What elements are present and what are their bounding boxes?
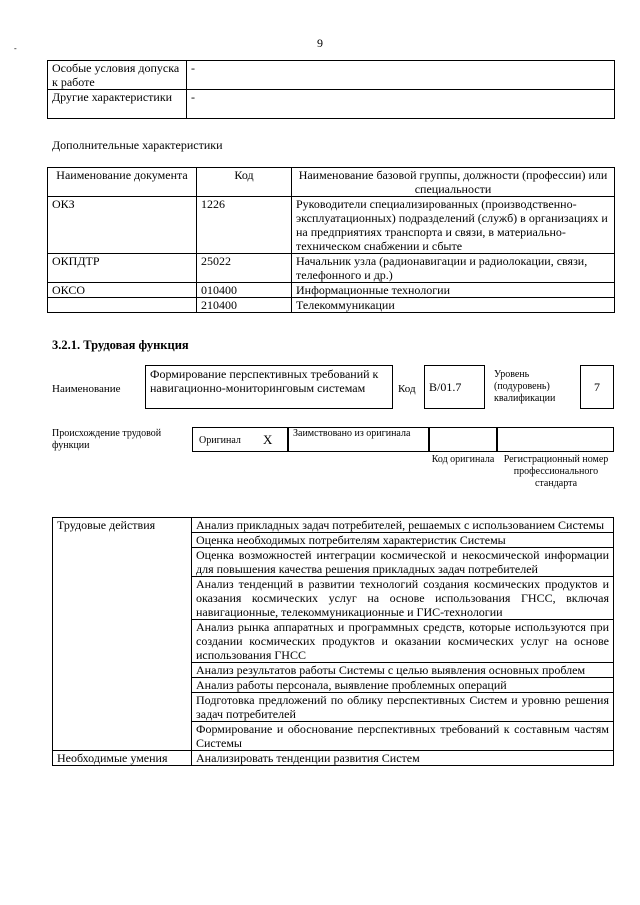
column-header: Код [197, 168, 292, 197]
conditions-value: - [187, 61, 615, 90]
origin-label: Происхождение трудовой функции [52, 428, 162, 451]
additional-title: Дополнительные характеристики [52, 138, 223, 152]
table-row [48, 61, 615, 90]
skill-item: Анализировать тенденции развития Систем [192, 751, 614, 766]
table-row [48, 283, 615, 298]
doc-cell [48, 298, 197, 313]
table-header-row [48, 168, 615, 197]
code-cell: 25022 [197, 254, 292, 283]
action-item: Формирование и обоснование перспективных требований к составным частям Системы [192, 722, 614, 751]
table-row [53, 518, 614, 533]
original-cell [192, 427, 288, 452]
name-cell: Руководители специализированных (производственно-эксплуатационных) подразделений (служб) в организациях и на предприятиях транспорта и связи, в материально-техническом снабжении и сбыте [292, 197, 615, 254]
action-item: Анализ рынка аппаратных и программных средств, которые используются при создании космических продуктов и оказании космических услуг на основе использования ГНСС [192, 620, 614, 663]
reg-number-label: Регистрационный номер профессионального стандарта [503, 454, 609, 489]
code-original-box [429, 427, 497, 452]
reg-number-box [497, 427, 614, 452]
action-item: Анализ прикладных задач потребителей, решаемых с использованием Системы [192, 518, 614, 533]
column-header: Наименование документа [48, 168, 197, 197]
function-name-value: Формирование перспективных требований к навигационно-мониторинговым системам [145, 365, 393, 409]
table-row [53, 751, 614, 766]
action-item: Оценка возможностей интеграции космической и некосмической информации для повышения качества решения прикладных задач потребителей [192, 548, 614, 577]
level-label: Уровень (подуровень) квалификации [494, 369, 556, 404]
name-cell: Информационные технологии [292, 283, 615, 298]
table-row [48, 197, 615, 254]
doc-cell: ОКСО [48, 283, 197, 298]
level-value: 7 [580, 365, 614, 409]
column-header: Наименование базовой группы, должности (профессии) или специальности [292, 168, 615, 197]
conditions-label: Особые условия допуска к работе [48, 61, 187, 90]
code-label: Код [398, 383, 416, 395]
table-row [48, 298, 615, 313]
borrowed-label: Заимствовано из оригинала [288, 427, 429, 452]
code-cell: 010400 [197, 283, 292, 298]
name-label: Наименование [52, 383, 121, 395]
action-item: Подготовка предложений по облику перспективных Систем и уровню решения задач потребителей [192, 693, 614, 722]
action-item: Оценка необходимых потребителям характеристик Системы [192, 533, 614, 548]
table-row [48, 90, 615, 119]
code-original-label: Код оригинала [431, 454, 495, 465]
action-item: Анализ результатов работы Системы с целью выявления основных проблем [192, 663, 614, 678]
conditions-table [47, 60, 615, 119]
name-cell: Начальник узла (радионавигации и радиолокации, связи, телефонного и др.) [292, 254, 615, 283]
original-mark: X [263, 432, 273, 447]
page-number: 9 [317, 36, 323, 50]
margin-mark: - [14, 44, 17, 53]
action-item: Анализ работы персонала, выявление проблемных операций [192, 678, 614, 693]
name-cell: Телекоммуникации [292, 298, 615, 313]
action-item: Анализ тенденций в развитии технологий создания космических продуктов и оказания космических услуг на основе использования ГНСС, включая навигационные, телекоммуникационные и ГИС-технологии [192, 577, 614, 620]
skills-label: Необходимые умения [53, 751, 192, 766]
additional-table [47, 167, 615, 313]
conditions-label: Другие характеристики [48, 90, 187, 119]
labor-actions-table [52, 517, 614, 766]
code-cell: 1226 [197, 197, 292, 254]
section-title: 3.2.1. Трудовая функция [52, 338, 189, 352]
actions-label: Трудовые действия [53, 518, 192, 751]
doc-cell: ОКПДТР [48, 254, 197, 283]
code-cell: 210400 [197, 298, 292, 313]
original-label: Оригинал [199, 435, 241, 446]
table-row [48, 254, 615, 283]
doc-cell: ОКЗ [48, 197, 197, 254]
function-code-value: B/01.7 [424, 365, 485, 409]
conditions-value: - [187, 90, 615, 119]
